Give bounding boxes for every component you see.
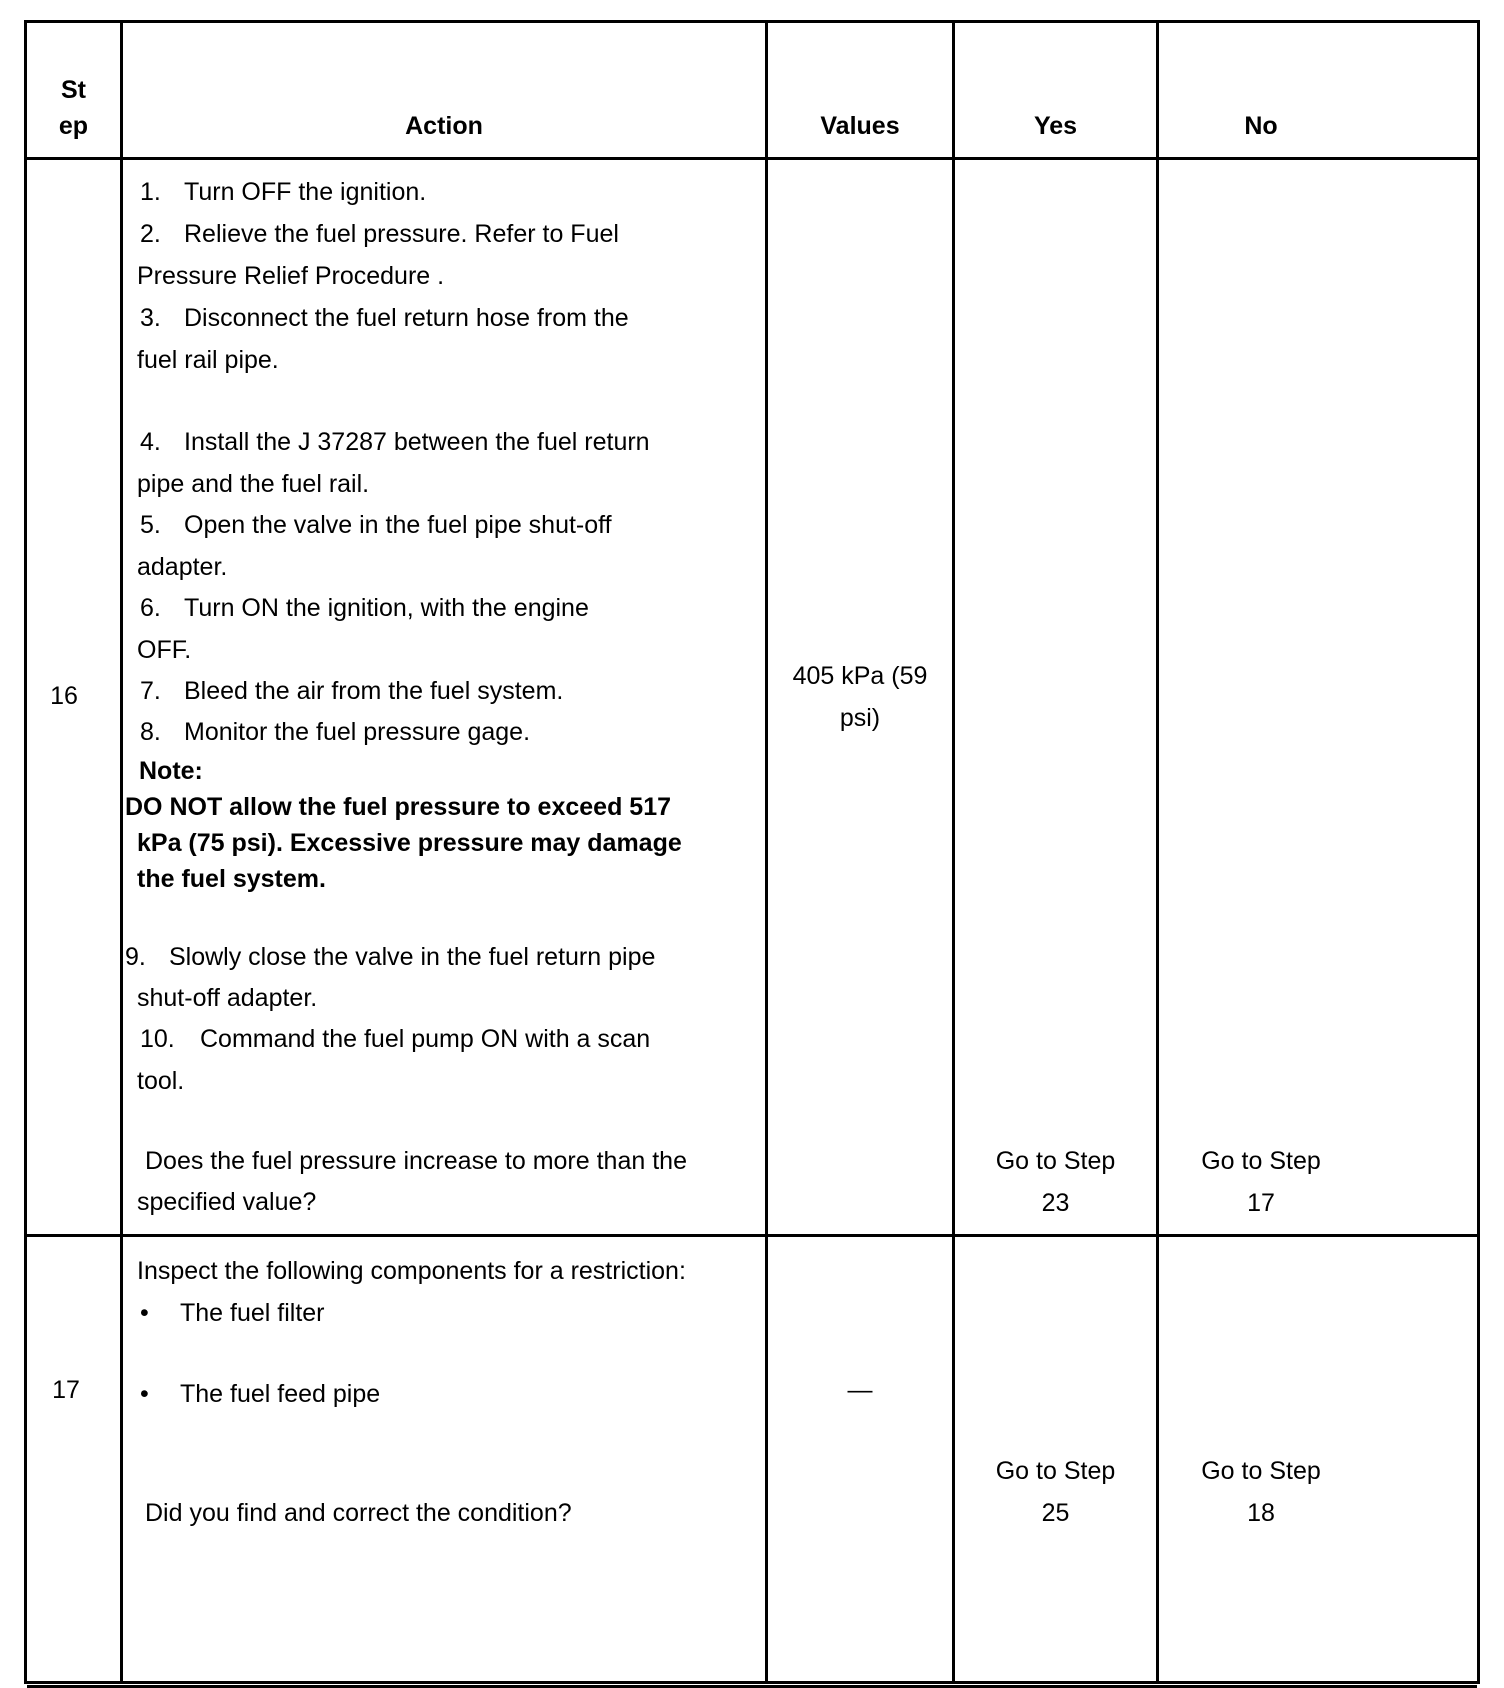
- item-text: Open the valve in the fuel pipe shut-off: [184, 511, 612, 539]
- yes-16: [955, 1146, 1156, 1218]
- row-divider-header: [27, 157, 1477, 160]
- col-divider-yes: [1156, 23, 1159, 1681]
- action-16-item-6: [140, 593, 589, 623]
- yes-16-line1: Go to Step: [995, 1147, 1116, 1175]
- item-text: Slowly close the valve in the fuel return pipe: [169, 943, 656, 971]
- action-16-item-9: [125, 942, 655, 972]
- header-action: Action: [405, 112, 483, 140]
- question-16-line-1: Does the fuel pressure increase to more than the: [145, 1147, 687, 1175]
- no-17-line2: 18: [1247, 1499, 1275, 1527]
- col-divider-values: [952, 23, 955, 1681]
- item-text: Monitor the fuel pressure gage.: [184, 718, 531, 746]
- item-number: 3.: [140, 304, 161, 332]
- action-16-item-2-cont: Pressure Relief Procedure .: [137, 262, 445, 290]
- bullet-text: The fuel filter: [180, 1299, 325, 1327]
- action-16-item-10-cont: tool.: [137, 1067, 185, 1095]
- item-number: 8.: [140, 718, 161, 746]
- header-step: [27, 75, 120, 141]
- note-line-3: the fuel system.: [137, 865, 326, 893]
- item-text: Command the fuel pump ON with a scan: [200, 1025, 651, 1053]
- action-16-item-6-cont: OFF.: [137, 636, 192, 664]
- no-17: [1159, 1456, 1363, 1528]
- note-line-1: DO NOT allow the fuel pressure to exceed 517: [125, 793, 672, 821]
- yes-17: [955, 1456, 1156, 1528]
- action-16-item-1: [140, 177, 426, 207]
- item-text: Turn ON the ignition, with the engine: [184, 594, 589, 622]
- item-text: Disconnect the fuel return hose from the: [184, 304, 629, 332]
- col-divider-action: [765, 23, 768, 1681]
- action-17-bullet-2: [140, 1379, 380, 1409]
- yes-17-line2: 25: [1041, 1499, 1070, 1527]
- item-text: Bleed the air from the fuel system.: [184, 677, 564, 705]
- item-text: Relieve the fuel pressure. Refer to Fuel: [184, 220, 619, 248]
- action-16-item-4: [140, 427, 650, 457]
- bullet-icon: •: [140, 1380, 149, 1408]
- action-16-item-9-cont: shut-off adapter.: [137, 984, 318, 1012]
- item-number: 6.: [140, 594, 161, 622]
- header-values: Values: [820, 112, 900, 140]
- no-16-line2: 17: [1247, 1189, 1275, 1217]
- no-16: [1159, 1146, 1363, 1218]
- header-yes: Yes: [1033, 112, 1078, 140]
- action-16-item-2: [140, 219, 619, 249]
- item-number: 1.: [140, 178, 161, 206]
- bullet-icon: •: [140, 1299, 149, 1327]
- yes-16-line2: 23: [1041, 1189, 1070, 1217]
- action-16-item-8: [140, 717, 530, 747]
- question-16-line-2: specified value?: [137, 1188, 317, 1216]
- action-16-item-3-cont: fuel rail pipe.: [137, 346, 279, 374]
- header-step-line2: ep: [58, 112, 89, 140]
- item-number: 9.: [125, 943, 146, 971]
- action-16-item-10: [140, 1024, 650, 1054]
- value-16-line2: psi): [839, 704, 881, 732]
- action-17-bullet-1: [140, 1298, 325, 1328]
- item-number: 5.: [140, 511, 161, 539]
- action-16-item-4-cont: pipe and the fuel rail.: [137, 470, 370, 498]
- bullet-text: The fuel feed pipe: [180, 1380, 381, 1408]
- no-16-line1: Go to Step: [1201, 1147, 1321, 1175]
- item-number: 10.: [140, 1025, 175, 1053]
- action-17-intro: Inspect the following components for a restriction:: [137, 1257, 686, 1285]
- note-label: Note:: [139, 757, 203, 785]
- no-17-line1: Go to Step: [1201, 1457, 1321, 1485]
- item-number: 4.: [140, 428, 161, 456]
- yes-17-line1: Go to Step: [995, 1457, 1116, 1485]
- question-17: Did you find and correct the condition?: [145, 1499, 572, 1527]
- action-16-item-5-cont: adapter.: [137, 553, 228, 581]
- item-text: Install the J 37287 between the fuel return: [184, 428, 650, 456]
- step-16: 16: [50, 682, 78, 710]
- item-number: 2.: [140, 220, 161, 248]
- action-16-item-3: [140, 303, 629, 333]
- diagnostic-table: [24, 20, 1480, 1684]
- row-divider-16: [27, 1234, 1477, 1237]
- value-16-line1: 405 kPa (59: [792, 662, 928, 690]
- step-17: 17: [52, 1376, 80, 1404]
- note-line-2: kPa (75 psi). Excessive pressure may damage: [137, 829, 682, 857]
- action-16-item-5: [140, 510, 612, 540]
- item-number: 7.: [140, 677, 161, 705]
- value-17: —: [847, 1376, 873, 1404]
- action-16-item-7: [140, 676, 563, 706]
- header-step-line1: St: [61, 76, 86, 104]
- header-no: No: [1244, 112, 1278, 140]
- col-divider-step: [120, 23, 123, 1681]
- value-16: [768, 661, 952, 733]
- item-text: Turn OFF the ignition.: [184, 178, 427, 206]
